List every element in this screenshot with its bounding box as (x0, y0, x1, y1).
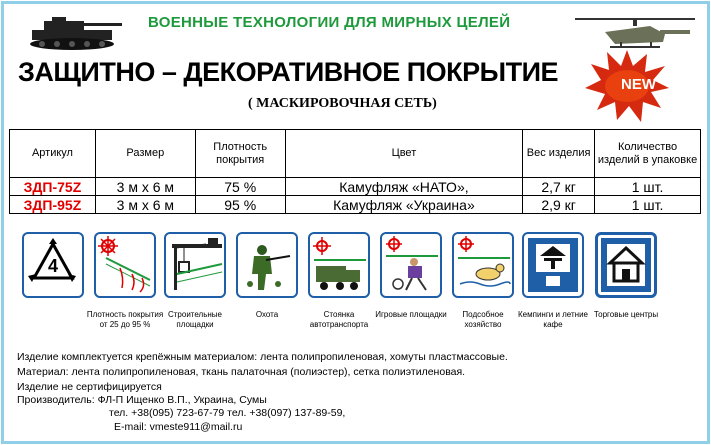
icon-caption-density: Плотность покрытия (86, 310, 164, 319)
shopping-center-icon (595, 232, 657, 298)
cell-density: 75 % (195, 178, 285, 196)
hunter-icon (236, 232, 298, 298)
col-header-qty: Количество изделий в упаковке (595, 130, 701, 178)
table-header-row (10, 130, 701, 178)
sun-shade-icon (94, 232, 156, 298)
camping-cafe-icon (522, 232, 584, 298)
icon-caption-shopping: Торговые центры (593, 310, 659, 319)
new-badge-label: NEW (621, 76, 656, 93)
cell-weight: 2,7 кг (523, 178, 595, 196)
playground-icon (380, 232, 442, 298)
cell-sku: ЗДП-75Z (10, 178, 96, 196)
info-line-certification: Изделие не сертифицируется (17, 381, 162, 393)
recycle-4-icon (22, 232, 84, 298)
info-line-manufacturer: Производитель: ФЛ-П Ищенко В.П., Украина, Сумы (17, 394, 267, 406)
cell-weight: 2,9 кг (523, 196, 595, 214)
icon-caption-playground: Игровые площадки (375, 310, 447, 319)
icon-caption-camping: Кемпинги и летние кафе (518, 310, 588, 329)
col-header-color: Цвет (285, 130, 523, 178)
cell-color: Камуфляж «НАТО», (285, 178, 523, 196)
info-line-phones: тел. +38(095) 723-67-79 тел. +38(097) 137-89-59, (109, 407, 346, 419)
svg-text:4: 4 (47, 256, 59, 276)
icon-caption-density-range: от 25 до 95 % (99, 320, 151, 329)
tank-icon (22, 8, 122, 52)
col-header-size: Размер (95, 130, 195, 178)
icon-caption-parking: Стоянка автотранспорта (309, 310, 369, 329)
cell-color: Камуфляж «Украина» (285, 196, 523, 214)
icon-caption-construction: Строительные площадки (167, 310, 223, 329)
helicopter-icon (575, 12, 695, 54)
spec-table (9, 129, 701, 214)
cell-sku: ЗДП-95Z (10, 196, 96, 214)
col-header-sku: Артикул (10, 130, 96, 178)
col-header-weight: Вес изделия (523, 130, 595, 178)
table-row (10, 196, 701, 214)
crane-icon (164, 232, 226, 298)
page-subtitle: ( МАСКИРОВОЧНАЯ СЕТЬ) (248, 96, 437, 111)
col-header-density: Плотность покрытия (195, 130, 285, 178)
page-title: ЗАЩИТНО – ДЕКОРАТИВНОЕ ПОКРЫТИЕ (18, 57, 559, 87)
cell-density: 95 % (195, 196, 285, 214)
cell-qty: 1 шт. (595, 196, 701, 214)
farm-icon (452, 232, 514, 298)
icon-caption-hunting: Охота (255, 310, 279, 319)
info-line-email: E-mail: vmeste911@mail.ru (114, 421, 243, 433)
table-row (10, 178, 701, 196)
cell-size: 3 м х 6 м (95, 196, 195, 214)
cell-size: 3 м х 6 м (95, 178, 195, 196)
icon-caption-farm: Подсобное хозяйство (462, 310, 504, 329)
info-line-kit: Изделие комплектуется крепёжным материалом: лента полипропиленовая, хомуты пластмассовые. (17, 351, 508, 363)
truck-parking-icon (308, 232, 370, 298)
application-icons (0, 232, 711, 340)
info-line-material: Материал: лента полипропиленовая, ткань палаточная (полиэстер), сетка полиэтиленовая. (17, 366, 466, 378)
cell-qty: 1 шт. (595, 178, 701, 196)
slogan: ВОЕННЫЕ ТЕХНОЛОГИИ ДЛЯ МИРНЫХ ЦЕЛЕЙ (148, 14, 511, 31)
